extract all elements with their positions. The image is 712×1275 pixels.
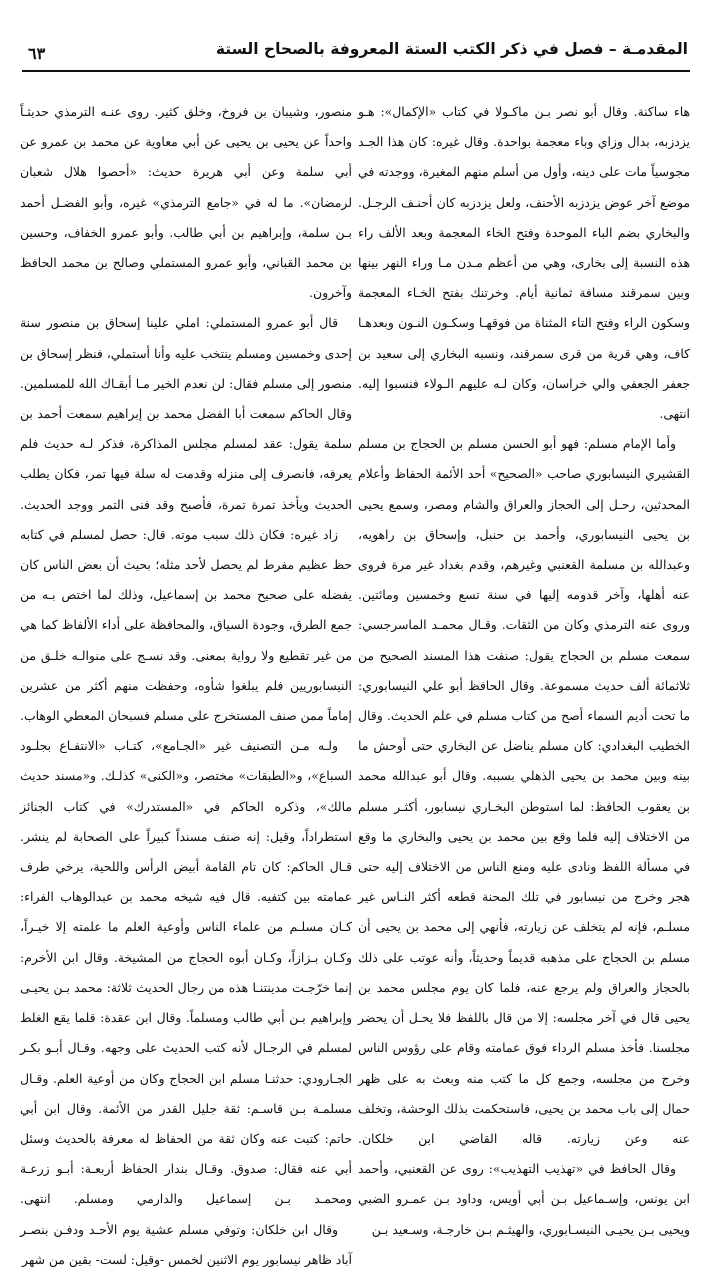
paragraph: زاد غيره: فكان ذلك سبب موته. قال: حصل لمسلم في كتابه حظ عظيم مفرط لم يحصل لأحد مثله؛ بحيث أن بعض الناس كان يفضله على صحيح محمد بن إسماعيل، وذلك لما اختص بـه من جمع الطرق، وجودة السياق، والمحافظة على أداء الألفاظ كما هي من غير تقطيع ولا رواية بمعنى. وقد نسـج على منوالـه خلـق من النيسابوريين فلم يبلغوا شأوه، وحفظت منهم أكثر من عشرين إماماً ممن صنف المستخرج على مسلم فسبحان المعطي الوهاب. [20,526,352,724]
paragraph: وقال ابن خلكان: وتوفي مسلم عشية يوم الأحـد ودفـن بنصـر آباد ظاهر نيسابور يوم الاثنين لخمس -وقيل: لست- بقين من شهر [20,1221,352,1267]
page-number: ٦٣ [28,44,46,63]
paragraph: وقال الحافظ في «تهذيب التهذيب»: روى عن القعنبي، وأحمد ابن يونس، وإسـماعيل بـن أبي أويس، وداود بـن عمـرو الضبي ويحيى بـن يحيـى النيسـابوري، والهيثـم بـن خارجـة، وسـعيد بـن [358,1161,690,1237]
running-title: المقدمـة – فصل في ذكر الكتب الستة المعروفة بالصحاح الستة [215,40,688,58]
right-column [358,97,690,1237]
paragraph: ولـه مـن التصنيف غير «الجـامع»، كتـاب «الانتفـاع بجلـود السباع»، و«الطبقات» مختصر، و«الكنى» كذلـك. و«مسند حديث مالك»، وذكره الحاكم في «المستدرك» في كتاب الجنائز استطراداً، وقيل: إنه صنف مسنداً كبيراً على الصحابة لم ينشر. قـال الحاكم: كان تام القامة أبيض الرأس واللحية، يرخي طرف عمامته بين كتفيه. قال فيه شيخه محمد بن عبدالوهاب الفراء: كـان مسلـم من علماء الناس وأوعية العلم ما علمته إلا خيـراً، وكـان بـزازاً، وكـان أبوه الحجاج من المشيخة. وقال ابن الأخرم: إنما خرّجـت مدينتنـا هذه من رجال الحديث ثلاثة: محمد بـن يحيـى وإبراهيم بـن أبي طالب ومسلماً. وقال ابن عقدة: قلما يقع الغلط لمسلم في الرجـال لأنه كتب الحديث على وجهه. وقـال أبـو بكـر الجـارودي: حدثنـا مسلم ابن الحجاج وكان من أوعية العلم. وقـال مسلمـة بـن قاسـم: ثقة جليل القدر من الأئمة. وقال ابن أبي حاتم: كتبت عنه وكان ثقة من الحفاظ له معرفة بالحديث وسئل أبي عنه فقال: صدوق. وقـال بندار الحفاظ أربعـة: أبـو زرعـة ومحمـد بـن إسماعيل والدارمي ومسلم. انتهى. [20,738,352,1207]
paragraph: قال أبو عمرو المستملي: املي علينا إسحاق بن منصور سنة إحدى وخمسين ومسلم ينتخب عليه وأنا أستملي، فنظر إسحاق بن منصور إلى مسلم فقال: لن نعدم الخير مـا أبقـاك الله للمسلمين. وقال الحاكم سمعت أبا الفضل محمد بن إبراهيم سمعت أحمد بن سلمة يقول: عقد لمسلم مجلس المذاكرة، فذكر لـه حديث فلم يعرفه، فانصرف إلى منزله وقدمت له سلة فيها تمر، فكان يطلب الحديث ويأخذ تمرة تمرة، فأصبح وقد فنى التمر ووجد الحديث. [20,315,352,512]
page-header [22,30,690,72]
paragraph: منصور، وشيبان بن فروخ، وخلق كثير. روى عنـه الترمذي حديثـاً واحداً عن يحيى بن يحيى عن أبي معاوية عن محمد بن عمرو عن أبي سلمة وعن أبي هريرة حديث: «أحصوا هلال شعبان لرمضان». ما له في «جامع الترمذي» غيره، وأبو الفضـل أحمد بـن سلمة، وإبراهيم بن أبي طالب. وأبو عمرو الخفاف، وحسين بن محمد القباني، وأبو عمرو المستملي وصالح بن محمد الحافظ وآخرون. [20,104,352,301]
paragraph: وأما الإمام مسلم: فهو أبو الحسن مسلم بن الحجاج بن مسلم القشيري النيسابوري صاحب «الصحيح» أحد الأئمة الحفاظ وأعلام المحدثين، رحـل إلى الحجاز والعراق والشام ومصر، وسمع يحيى بن يحيى النيسابوري، وأحمد بن حنبل، وإسحاق بن راهويه، وعبدالله بن مسلمة القعنبي وغيرهم، وقدم بغداد غير مرة فروى عنه أهلها، وآخر قدومه إليها في سنة تسع وخمسين ومائتين. وروى عنه الترمذي وكان من الثقات. وقـال محمـد الماسرجسي: سمعت مسلم بن الحجاج يقول: صنفت هذا المسند الصحيح من ثلاثمائة ألف حديث مسموعة. وقال الحافظ أبو علي النيسابوري: ما تحت أديم السماء أصح من كتاب مسلم في علم الحديث. وقال الخطيب البغدادي: كان مسلم يناضل عن البخاري حتى أوحش ما بينه وبين محمد بن يحيى الذهلي بسببه. وقال أبو عبدالله محمد بن يعقوب الحافظ: لما استوطن البخـاري نيسابور، أكثـر مسلم من الاختلاف إليه فلما وقع بين محمد بن يحيى والبخاري ما وقع في مسألة اللفظ ونادى عليه ومنع الناس من الاختلاف إليه حتى هجر وخرج من نيسابور في تلك المحنة قطعه أكثر النـاس غير مسلـم، فإنه لم يتخلف عن زيارته، فأنهي إلى محمد بن يحيى أن مسلم بن الحجاج على مذهبه قديماً وحديثاً، وأنه عوتب على ذلك بالحجاز والعراق ولم يرجع عنه، فلما كان يوم مجلس محمد بن يحيى قال في آخر مجلسه: إلا من قال باللفظ فلا يحـل أن يحضر مجلسنا. فأخذ مسلم الرداء فوق عمامته وقام على رؤوس الناس وخرج من مجلسه، وجمع كل ما كتب منه وبعث به على ظهر حمال إلى باب محمد بن يحيى، فاستحكمت بذلك الوحشة، وتخلف عنه وعن زيارته. قاله القاضي ابن خلكان. [358,436,690,1146]
paragraph: هاء ساكنة. وقال أبو نصر بـن ماكـولا في كتاب «الإكمال»: هـو يزدزبه، بدال وزاي وباء معجمة بواحدة. وقال غيره: كان هذا الجـد مجوسياً مات على دينه، وأول من أسلم منهم المغيرة، ووجدته في موضع آخر عوض يزدزبه الأحنف، ولعل يزدزبه كان أحنـف الرجـل. والبخاري بضم الباء الموحدة وفتح الخاء المعجمة وبعد الألف راء هذه النسبة إلى بخارى، وهي من أعظم مـدن مـا وراء النهر بينها وبين سمرقند مسافة ثمانية أيام. وخرتنك بفتح الخـاء المعجمة وسكون الراء وفتح التاء المثناة من فوقهـا وسكـون النـون وبعدهـا كاف، وهي قرية من قرى سمرقند، ونسبه البخاري إلى سعيد بن جعفر الجعفي والي خراسان، وكان لـه عليهم الـولاء فنسبوا إليه. انتهى. [358,104,690,422]
left-column [20,97,352,1267]
